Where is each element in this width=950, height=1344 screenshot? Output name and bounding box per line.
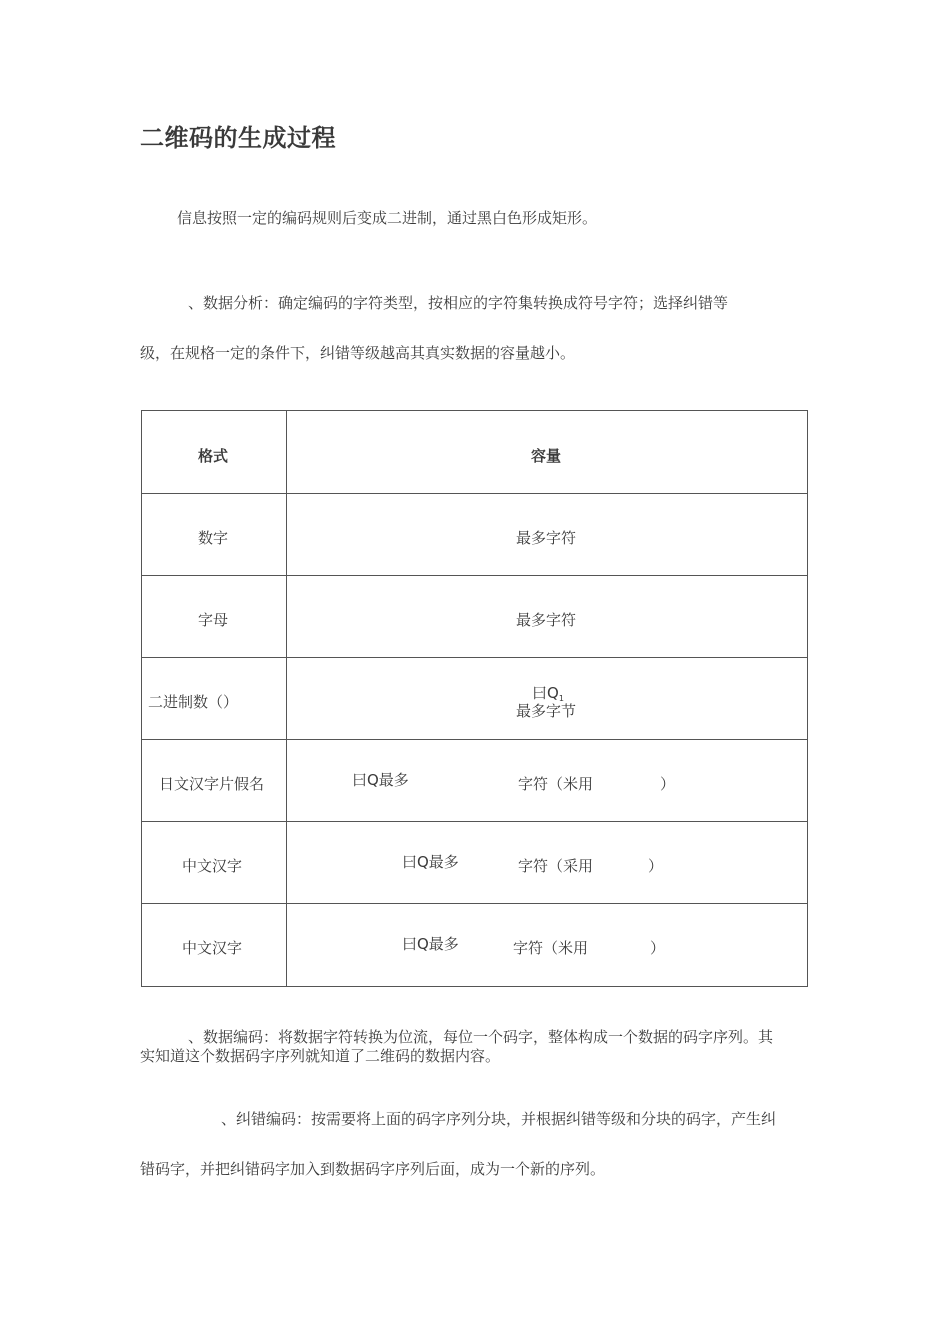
row-format-binary: 二进制数（） xyxy=(148,693,239,711)
row-capacity-chinese-1-c: ） xyxy=(648,857,664,875)
intro-paragraph: 信息按照一定的编码规则后变成二进制，通过黑白色形成矩形。 xyxy=(177,209,598,227)
table-row-divider xyxy=(142,493,807,494)
section2-line1: 、数据编码：将数据字符转换为位流，每位一个码字，整体构成一个数据的码字序列。其 xyxy=(188,1028,774,1046)
row-capacity-chinese-2-c: ） xyxy=(650,939,666,957)
row-format-chinese-2: 中文汉字 xyxy=(182,939,243,957)
row-format-kanji-kana: 日文汉字片假名 xyxy=(159,775,265,793)
row-capacity-chinese-2-b: 字符（米用 xyxy=(513,939,589,957)
section2-line2: 实知道这个数据码字序列就知道了二维码的数据内容。 xyxy=(140,1047,501,1065)
row-format-chinese-1: 中文汉字 xyxy=(182,857,243,875)
row-capacity-kanji-kana-a: 曰Q最多 xyxy=(352,771,409,789)
row-capacity-chinese-2-a: 曰Q最多 xyxy=(402,935,459,953)
row-capacity-binary: 最多字节 xyxy=(516,702,577,720)
header-capacity: 容量 xyxy=(531,447,562,465)
row-capacity-digits: 最多字符 xyxy=(516,529,577,547)
table-row-divider xyxy=(142,903,807,904)
row-capacity-binary-subscript: 1 xyxy=(558,694,564,703)
table-row-divider xyxy=(142,657,807,658)
row-format-digits: 数字 xyxy=(198,529,229,547)
row-capacity-letters: 最多字符 xyxy=(516,611,577,629)
section1-line2: 级，在规格一定的条件下，纠错等级越高其真实数据的容量越小。 xyxy=(140,344,576,362)
table-row-divider xyxy=(142,575,807,576)
row-capacity-binary-top: 曰Q1 xyxy=(532,684,564,703)
section3-line1: 、纠错编码：按需要将上面的码字序列分块，并根据纠错等级和分块的码字，产生纠 xyxy=(221,1110,777,1128)
section1-line1: 、数据分析：确定编码的字符类型，按相应的字符集转换成符号字符；选择纠错等 xyxy=(188,294,729,312)
row-capacity-kanji-kana-c: ） xyxy=(660,775,676,793)
section3-line2: 错码字，并把纠错码字加入到数据码字序列后面，成为一个新的序列。 xyxy=(140,1160,606,1178)
header-format: 格式 xyxy=(198,447,229,465)
row-format-letters: 字母 xyxy=(198,611,229,629)
page-title: 二维码的生成过程 xyxy=(140,124,336,152)
table-row-divider xyxy=(142,739,807,740)
row-capacity-chinese-1-b: 字符（采用 xyxy=(518,857,594,875)
row-capacity-kanji-kana-b: 字符（米用 xyxy=(518,775,594,793)
table-column-divider xyxy=(286,411,287,986)
table-row-divider xyxy=(142,821,807,822)
capacity-table xyxy=(141,410,808,987)
row-capacity-chinese-1-a: 曰Q最多 xyxy=(402,853,459,871)
